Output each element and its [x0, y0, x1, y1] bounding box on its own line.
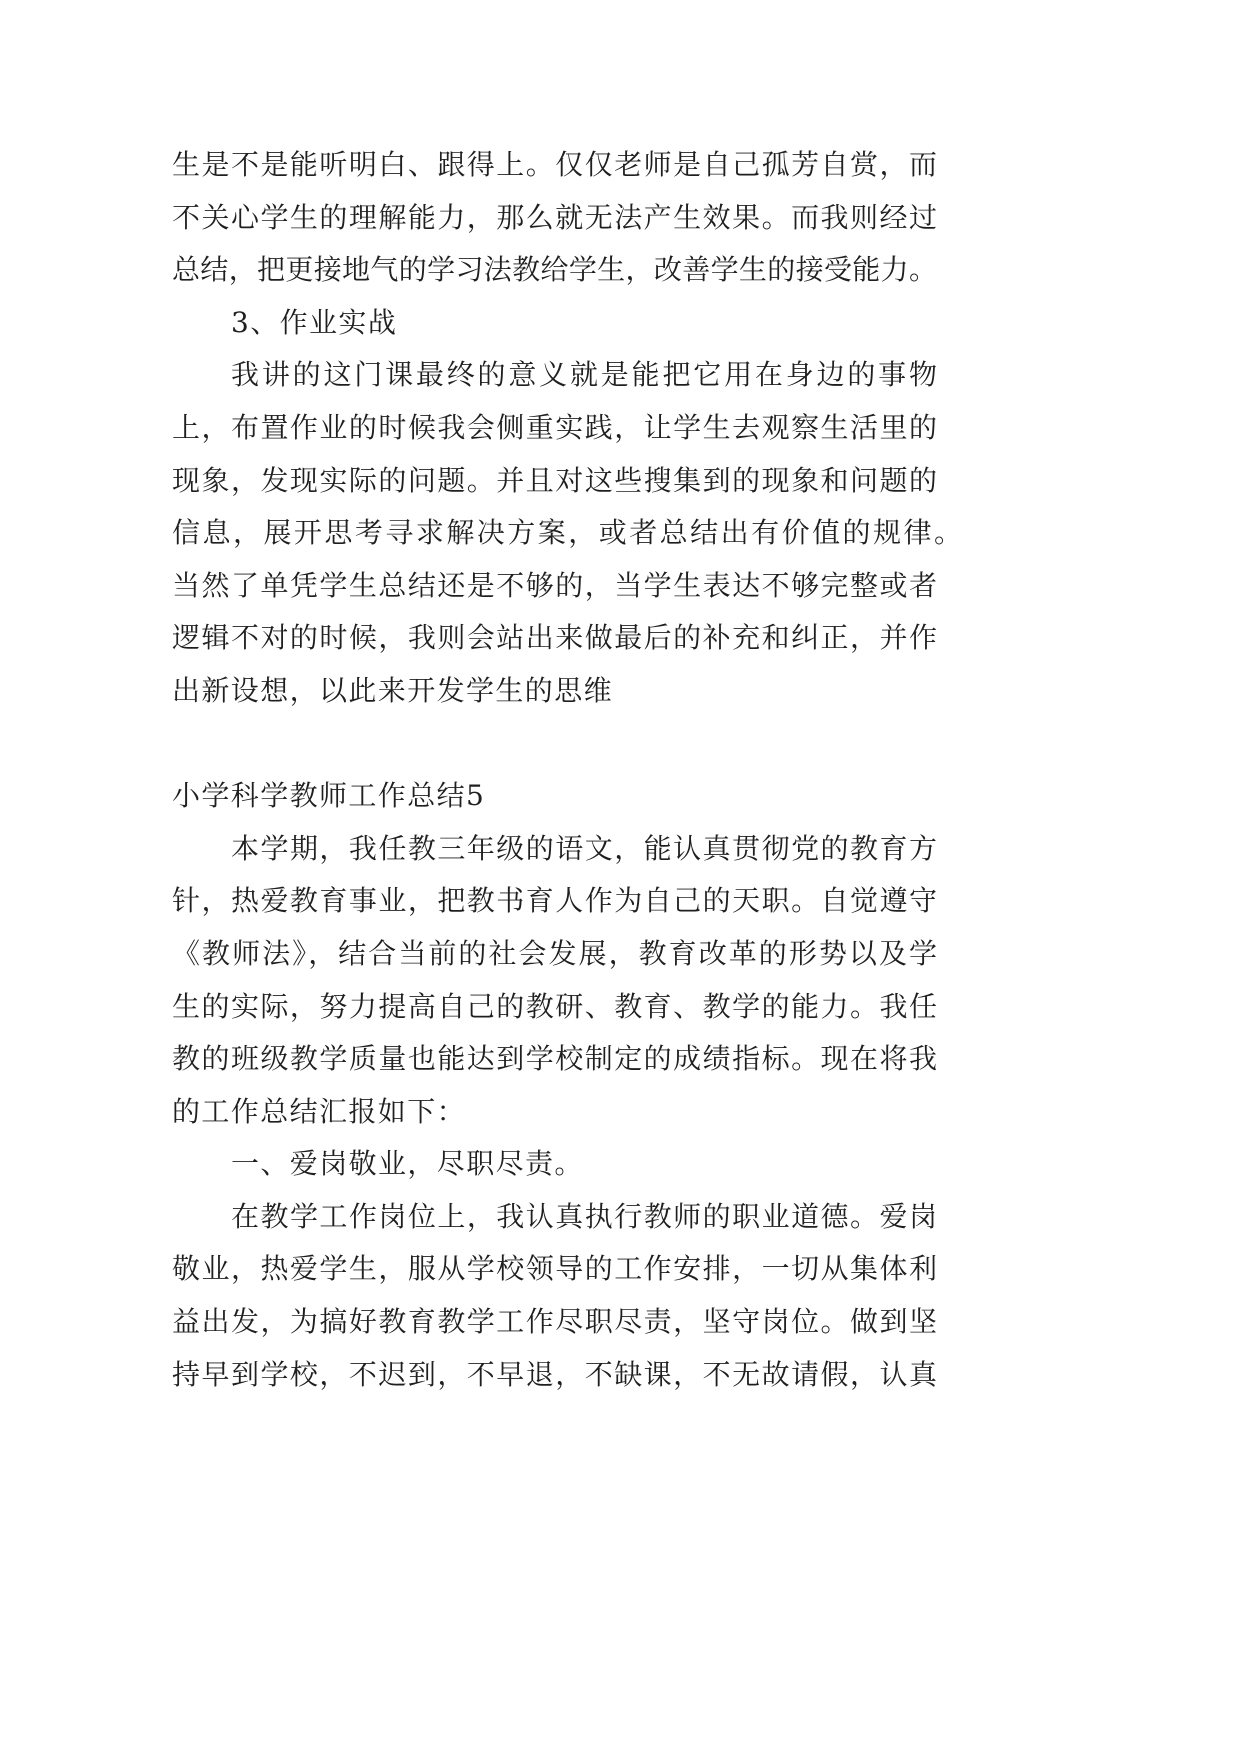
- text-line: 生是不是能听明白、跟得上。仅仅老师是自己孤芳自赏，而: [172, 148, 937, 181]
- text-line: 在教学工作岗位上，我认真执行教师的职业道德。爱岗: [231, 1199, 937, 1233]
- text-line: 信息，展开思考寻求解决方案，或者总结出有价值的规律。: [172, 516, 962, 550]
- blank-line: [172, 718, 937, 771]
- text-line: 当然了单凭学生总结还是不够的，当学生表达不够完整或者: [172, 568, 937, 602]
- text-line: 教的班级教学质量也能达到学校制定的成绩指标。现在将我: [172, 1042, 937, 1076]
- text-line: 持早到学校，不迟到，不早退，不缺课，不无故请假，认真: [172, 1357, 937, 1391]
- document-page: [172, 139, 962, 1401]
- text-line: 的工作总结汇报如下：: [172, 1094, 467, 1128]
- subsection-heading: 一、爱岗敬业，尽职尽责。: [231, 1147, 584, 1181]
- subsection-heading: 3、作业实战: [231, 305, 398, 339]
- text-line: 《教师法》，结合当前的社会发展，教育改革的形势以及学: [172, 936, 937, 970]
- text-line: 我讲的这门课最终的意义就是能把它用在身边的事物: [231, 358, 937, 392]
- text-line: 上，布置作业的时候我会侧重实践，让学生去观察生活里的: [172, 410, 937, 444]
- text-line: 出新设想，以此来开发学生的思维: [172, 673, 614, 707]
- section-heading: 小学科学教师工作总结5: [172, 779, 486, 813]
- text-line: 不关心学生的理解能力，那么就无法产生效果。而我则经过: [172, 200, 937, 234]
- text-line: 逻辑不对的时候，我则会站出来做最后的补充和纠正，并作: [172, 621, 937, 655]
- text-line: 益出发，为搞好教育教学工作尽职尽责，坚守岗位。做到坚: [172, 1305, 937, 1339]
- text-line: 本学期，我任教三年级的语文，能认真贯彻党的教育方: [231, 831, 937, 865]
- text-line: 生的实际，努力提高自己的教研、教育、教学的能力。我任: [172, 989, 937, 1023]
- text-line: 针，热爱教育事业，把教书育人作为自己的天职。自觉遵守: [172, 884, 937, 918]
- text-line: 敬业，热爱学生，服从学校领导的工作安排，一切从集体利: [172, 1252, 937, 1286]
- text-line: 现象，发现实际的问题。并且对这些搜集到的现象和问题的: [172, 463, 937, 497]
- text-line: 总结，把更接地气的学习法教给学生，改善学生的接受能力。: [172, 253, 937, 287]
